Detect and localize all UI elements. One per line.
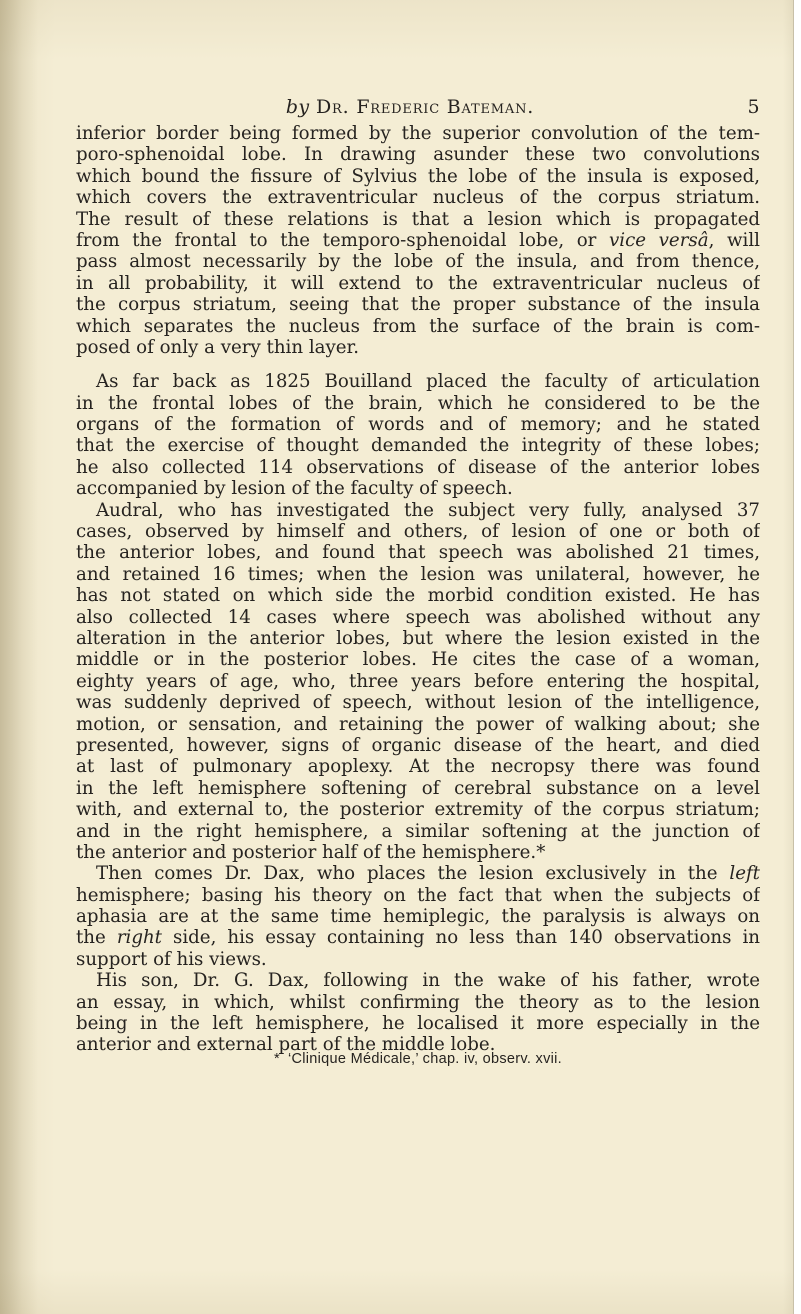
- italic-run: vice versâ: [609, 229, 709, 251]
- text-line: organs of the formation of words and of memory; and he stated: [76, 414, 760, 436]
- text-line: [76, 863, 760, 884]
- text-line: eighty years of age, who, three years before entering the hospital,: [76, 670, 760, 692]
- text-line: pass almost necessarily by the lobe of the insula, and from thence,: [76, 251, 760, 273]
- paragraph-gap: [76, 358, 760, 371]
- text-run: the: [76, 927, 117, 949]
- text-line: motion, or sensation, and retaining the power of walking about; she: [76, 713, 760, 735]
- running-header: [70, 96, 770, 124]
- text-line: in the frontal lobes of the brain, which he considered to be the: [76, 392, 760, 414]
- italic-run: left: [729, 863, 760, 885]
- text-run: Then comes Dr. Dax, who places the lesion exclusively in the: [96, 863, 730, 885]
- text-line: also collected 14 cases where speech was abolished without any: [76, 606, 760, 628]
- italic-run: right: [116, 927, 162, 949]
- text-line: in all probability, it will extend to the extraventricular nucleus of: [76, 272, 760, 294]
- text-line: and in the right hemisphere, a similar softening at the junction of: [76, 820, 760, 842]
- text-run: side, his essay containing no less than 140 observations in: [162, 927, 760, 949]
- text-line: poro-sphenoidal lobe. In drawing asunder these two convolutions: [76, 144, 760, 166]
- footnote-marker: *: [274, 1051, 280, 1067]
- footnote: [76, 1051, 760, 1067]
- text-line: middle or in the posterior lobes. He cites the case of a woman,: [76, 649, 760, 671]
- text-run: from the frontal to the temporo-sphenoidal lobe, or: [76, 229, 609, 251]
- text-line: [76, 927, 760, 948]
- text-line: inferior border being formed by the superior convolution of the tem-: [76, 123, 760, 144]
- text-line: which bound the fissure of Sylvius the lobe of the insula is exposed,: [76, 165, 760, 187]
- text-line: the corpus striatum, seeing that the proper substance of the insula: [76, 294, 760, 316]
- text-line: His son, Dr. G. Dax, following in the wake of his father, wrote: [96, 970, 760, 992]
- text-line: support of his views.: [76, 948, 267, 970]
- text-line: that the exercise of thought demanded the integrity of these lobes;: [76, 435, 760, 457]
- footnote-text: ‘Clinique Médicale,’ chap. iv, observ. xvii.: [287, 1051, 562, 1067]
- text-line: alteration in the anterior lobes, but where the lesion existed in the: [76, 627, 760, 649]
- text-line: being in the left hemisphere, he localised it more especially in the: [76, 1013, 760, 1035]
- body-text: [76, 123, 760, 1056]
- text-line: Audral, who has investigated the subject very fully, analysed 37: [96, 499, 760, 521]
- text-line: an essay, in which, whilst confirming the theory as to the lesion: [76, 991, 760, 1013]
- text-line: with, and external to, the posterior extremity of the corpus striatum;: [76, 799, 760, 821]
- text-line: he also collected 114 observations of disease of the anterior lobes: [76, 456, 760, 478]
- text-line: which covers the extraventricular nucleus of the corpus striatum.: [76, 187, 760, 209]
- header-author: Dr. Frederic Bateman.: [316, 96, 535, 118]
- text-run: , will: [708, 229, 760, 251]
- text-line: aphasia are at the same time hemiplegic, the paralysis is always on: [76, 906, 760, 928]
- text-line: presented, however, signs of organic disease of the heart, and died: [76, 734, 760, 756]
- text-line: As far back as 1825 Bouilland placed the faculty of articulation: [96, 371, 760, 393]
- text-line: at last of pulmonary apoplexy. At the necropsy there was found: [76, 756, 760, 778]
- text-line: anterior and external part of the middle lobe.: [76, 1034, 496, 1056]
- text-line: has not stated on which side the morbid condition existed. He has: [76, 585, 760, 607]
- text-line: which separates the nucleus from the surface of the brain is com-: [76, 315, 760, 337]
- text-line: was suddenly deprived of speech, without lesion of the intelligence,: [76, 692, 760, 714]
- page-number: 5: [747, 96, 760, 118]
- text-line: The result of these relations is that a lesion which is propagated: [76, 208, 760, 230]
- text-line: the anterior lobes, and found that speech was abolished 21 times,: [76, 542, 760, 564]
- text-line: cases, observed by himself and others, of lesion of one or both of: [76, 521, 760, 543]
- text-line: the anterior and posterior half of the hemisphere.*: [76, 841, 546, 863]
- header-by: by: [285, 96, 310, 118]
- text-line: accompanied by lesion of the faculty of speech.: [76, 478, 513, 500]
- text-line: and retained 16 times; when the lesion was unilateral, however, he: [76, 563, 760, 585]
- text-line: posed of only a very thin layer.: [76, 336, 360, 358]
- text-line: in the left hemisphere softening of cerebral substance on a level: [76, 777, 760, 799]
- header-title: [70, 96, 750, 118]
- text-line: [76, 230, 760, 251]
- text-line: hemisphere; basing his theory on the fact that when the subjects of: [76, 884, 760, 906]
